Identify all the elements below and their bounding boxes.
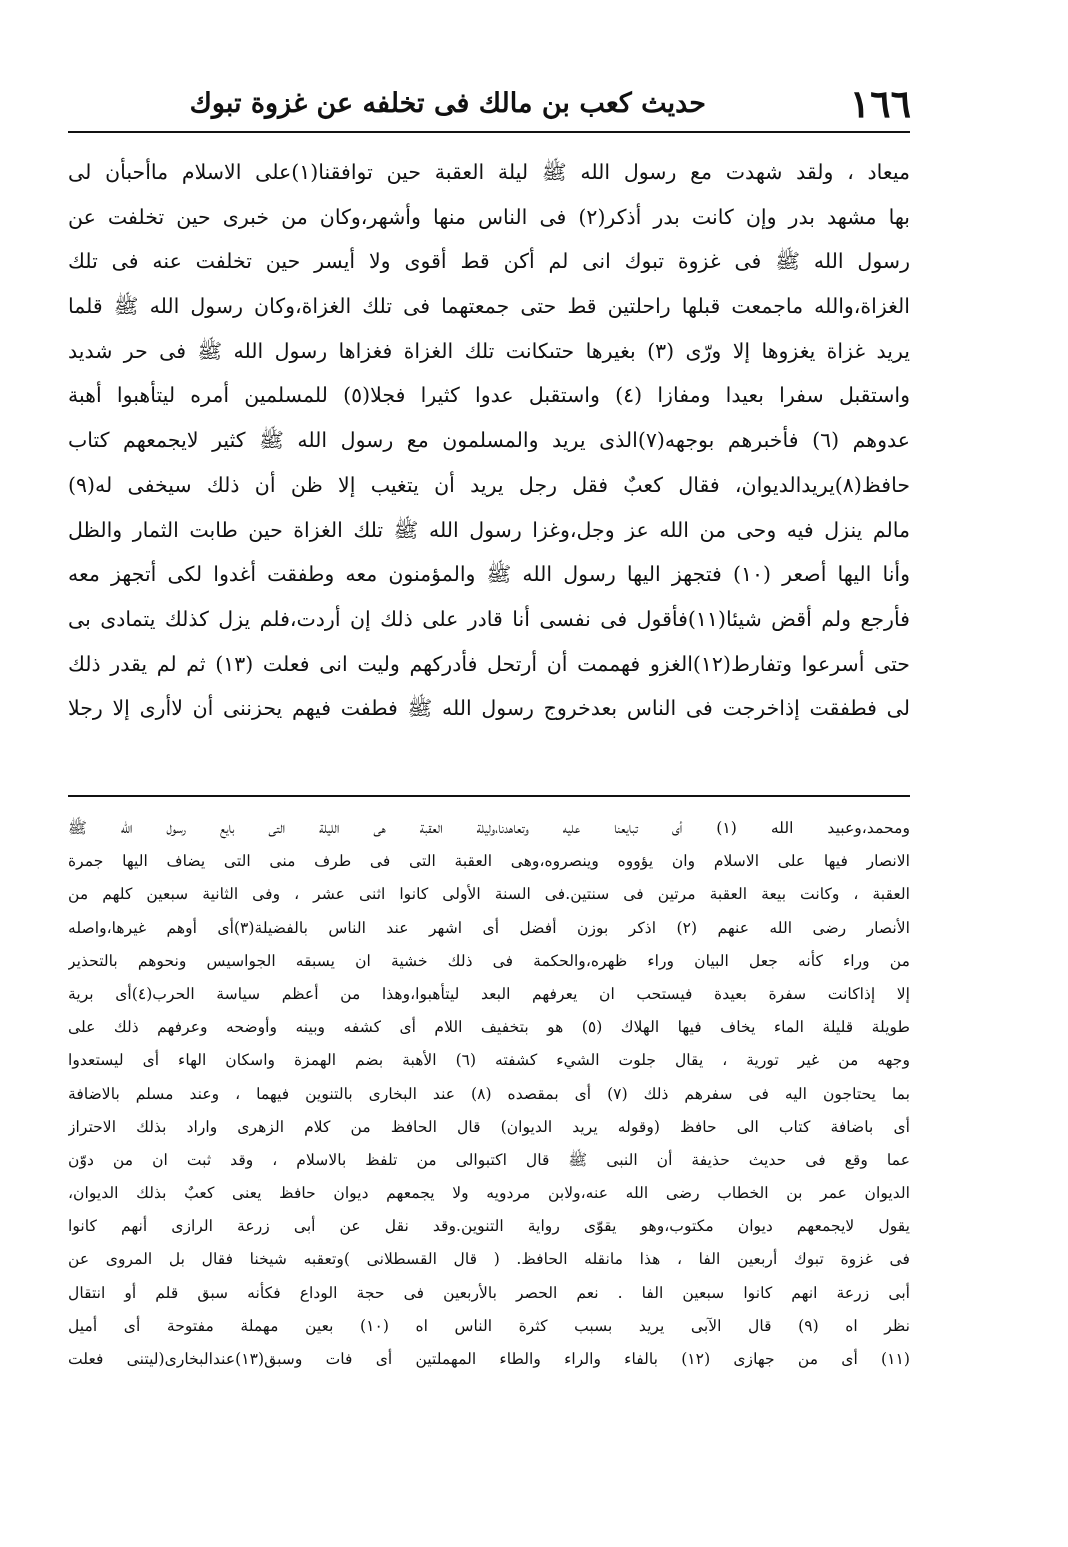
footnote-line: الانصار فيها على الاسلام وان يؤووه وينصروه،وهى العقبة التى فى طرف منى التى يضاف اليها جمرة — [68, 852, 910, 871]
footnote-line: عما وقع فى حديث حذيفة أن النبى ﷺ قال اكتبوالى من تلفظ بالاسلام ، وقد ثبت ان من دوّن — [68, 1150, 910, 1169]
main-text-line: لى فطفقت إذاخرجت فى الناس بعدخروج رسول الله ﷺ فطفت فيهم يحزننى أن لاأرى إلا رجلا — [68, 696, 910, 721]
footnotes-block — [68, 812, 910, 1376]
main-text-line: حتى أسرعوا وتفارط(١٢)الغزو فهممت أن أرتحل فأدركهم وليت انى فعلت (١٣) ثم لم يقدر ذلك — [68, 651, 910, 676]
footnote-line: أبى زرعة انهم كانوا سبعين الفا . نعم الحصر بالأربعين فى حجة الوداع فكأنه سبق قلم أو انتقال — [68, 1283, 910, 1302]
main-text-line: عدوهم (٦) فأخبرهم بوجهه(٧)الذى يريد والمسلمون مع رسول الله ﷺ كثير لايجمعهم كتاب — [68, 428, 910, 453]
footnote-line: وجهه من غير تورية ، يقال جلوت الشيء كشفته (٦) الأهبة بضم الهمزة واسكان الهاء أى ليستعدوا — [68, 1051, 910, 1070]
main-text-line: يريد غزاة يغزوها إلا ورّى (٣) بغيرها حتىكانت تلك الغزاة فغزاها رسول الله ﷺ فى حر شديد — [68, 338, 910, 363]
main-text-line: حافظ(٨)يريدالديوان، فقال كعبٌ فقل رجل يريد أن يتغيب إلا ظن أن ذلك سيخفى له(٩) — [68, 472, 910, 497]
footnote-line: الأنصار رضى الله عنهم (٢) اذكر بوزن أفضل أى اشهر عند الناس بالفضيلة(٣)أى أوهم غيرها،واصله — [68, 918, 910, 937]
footnote-line: طويلة قليلة الماء يخاف فيها الهلاك (٥) هو بتخفيف اللام أى كشفه وبينه وأوضحه وعرفهم ذلك على — [68, 1018, 910, 1037]
footnote-line: يقول لايجمعهم ديوان مكتوب،وهو يقوّى رواية التنوين.وقد نقل عن أبى زرعة الرازى أنهم كانوا — [68, 1217, 910, 1236]
main-text-block — [68, 150, 910, 731]
footnote-line: (١١) أى من جهازى (١٢) بالفاء والراء والطاء المهملتين أى فات وسبق(١٣)عندالبخارى(ليتنى فعلت — [68, 1350, 910, 1368]
footnote-line: العقبة ، وكانت بيعة العقبة مرتين فى سنتين.فى السنة الأولى كانوا اثنى عشر ، وفى الثانية سبعين كلهم من — [68, 885, 910, 904]
main-text-line: واستقبل سفرا بعيدا ومفازا (٤) واستقبل عدوا كثيرا فجلا(٥) للمسلمين أمره ليتأهبوا أهبة — [68, 383, 910, 408]
header-divider — [68, 131, 910, 133]
footnote-line: الديوان عمر بن الخطاب رضى الله عنه،ولابن مردويه ولا يجمعهم ديوان حافظ يعنى كعبٌ بذلك الديوان، — [68, 1184, 910, 1203]
footnote-line: نظر اه (٩) قال الآبى يريد بسبب كثرة الناس اه (١٠) بعين مهملة مفتوحة أى أميل — [68, 1316, 910, 1335]
footnote-line: إلا إذاكانت سفرة بعيدة فيستحب ان يعرفهم البعد ليتأهبوا،وهذا من أعظم سياسة الحرب(٤)أى برية — [68, 984, 910, 1003]
page-number: ١٦٦ — [849, 81, 911, 126]
main-text-line: وأنا اليها أصعر (١٠) فتجهز اليها رسول الله ﷺ والمؤمنون معه وطفقت أغدوا لكى أتجهز معه — [68, 562, 910, 587]
footnote-line: أى باضافة كتاب الى حافظ (وقوله يريد الديوان) قال الحافظ من كلام الزهرى واراد بذلك الاحتراز — [68, 1117, 910, 1136]
footnote-line: من وراء كأنه جعل البيان وراء ظهره،والحكمة فى ذلك خشية ان يسبقه الجواسيس ونحوهم بالتحذير — [68, 951, 910, 970]
main-text-line: مالم ينزل فيه وحى من الله عز وجل،وغزا رسول الله ﷺ تلك الغزاة حين طابت الثمار والظل — [68, 517, 910, 542]
footnote-line: ومحمد،وعبيد الله (١) أى تبايعنا عليه وتعاهدنا،وليلة العقبة هى الليلة التى بايع رسول الله ﷺ — [68, 819, 910, 837]
main-text-line: الغزاة،والله ماجمعت قبلها راحلتين قط حتى جمعتهما فى تلك الغزاة،وكان رسول الله ﷺ قلما — [68, 294, 910, 319]
page-header — [66, 78, 911, 134]
main-text-line: رسول الله ﷺ فى غزوة تبوك انى لم أكن قط أقوى ولا أيسر حين تخلفت عنه فى تلك — [68, 249, 910, 274]
footnotes-divider — [68, 795, 910, 797]
footnote-line: بما يحتاجون اليه فى سفرهم ذلك (٧) أى بمقصده (٨) عند البخارى بالتنوين فيهما ، وعند مسلم بالاضافة — [68, 1084, 910, 1103]
running-title: حديث كعب بن مالك فى تخلفه عن غزوة تبوك — [189, 88, 706, 119]
main-text-line: فأرجع ولم أقض شيئا(١١)فأقول فى نفسى أنا قادر على ذلك إن أردت،فلم يزل كذلك يتمادى بى — [68, 606, 910, 631]
main-text-line: بها مشهد بدر وإن كانت بدر أذكر(٢) فى الناس منها وأشهر،وكان من خبرى حين تخلفت عن — [68, 204, 910, 229]
footnote-line: فى غزوة تبوك أربعين الفا ، هذا مانقله الحافظ. ( قال القسطلانى )وتعقبه شيخنا فقال بل المروى عن — [68, 1250, 910, 1269]
main-text-line: ميعاد ، ولقد شهدت مع رسول الله ﷺ ليلة العقبة حين توافقنا(١)على الاسلام ماأحبأن لى — [68, 160, 910, 184]
